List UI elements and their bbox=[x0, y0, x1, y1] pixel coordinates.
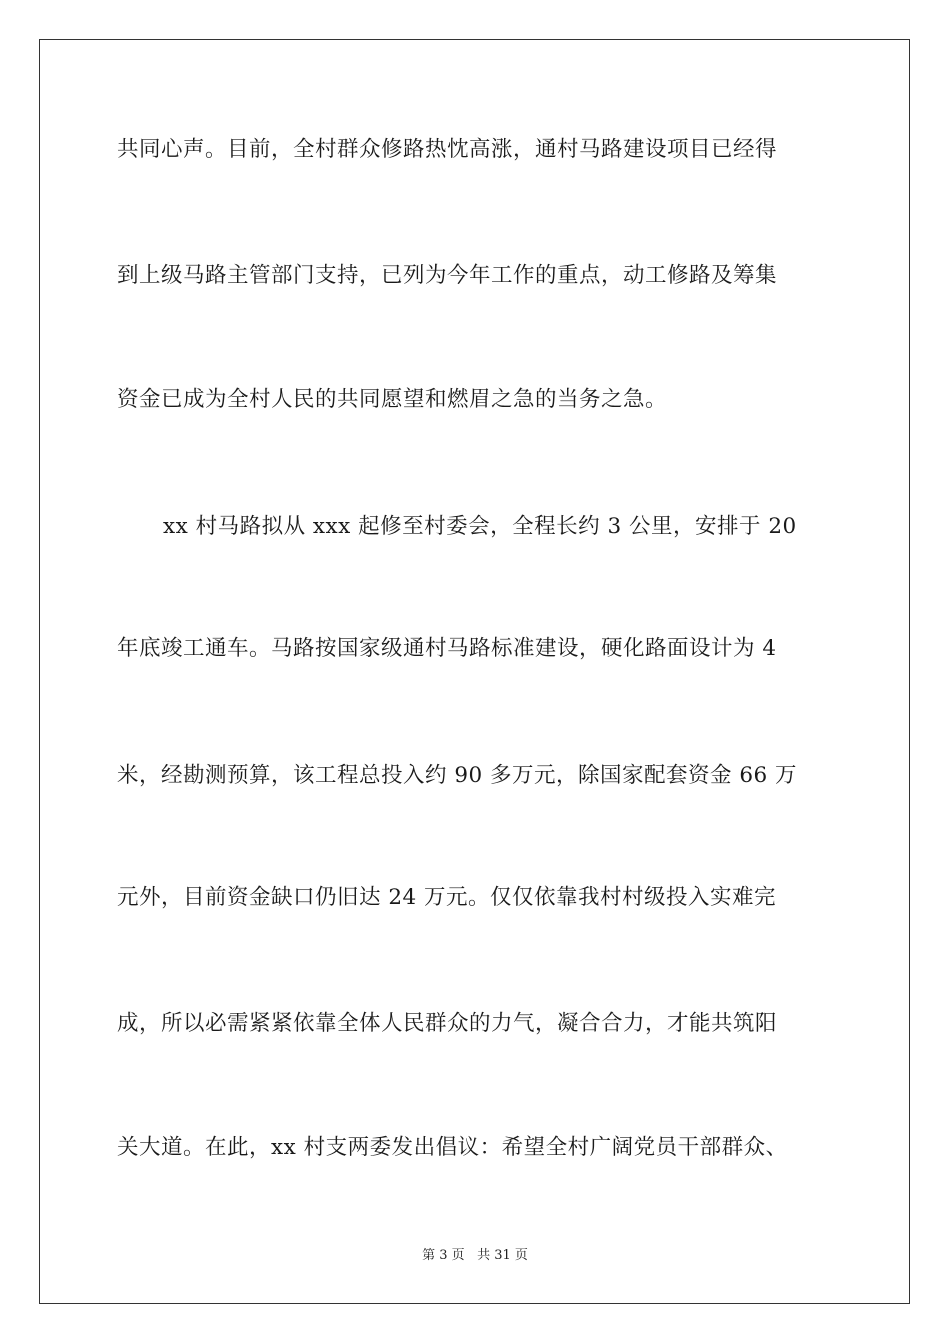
body-text-line: 关大道。在此，xx 村支两委发出倡议：希望全村广阔党员干部群众、 bbox=[117, 1135, 788, 1160]
body-text-line: 共同心声。目前，全村群众修路热忱高涨，通村马路建设项目已经得 bbox=[117, 137, 778, 162]
page-number: 第 3 页 bbox=[422, 1248, 465, 1263]
body-text-line: 成，所以必需紧紧依靠全体人民群众的力气，凝合合力，才能共筑阳 bbox=[117, 1011, 778, 1036]
page-total: 共 31 页 bbox=[477, 1248, 528, 1263]
page-border bbox=[39, 39, 910, 1304]
body-text-line: 米，经勘测预算，该工程总投入约 90 多万元，除国家配套资金 66 万 bbox=[117, 763, 798, 788]
body-text-line: 到上级马路主管部门支持，已列为今年工作的重点，动工修路及筹集 bbox=[117, 263, 778, 288]
body-text-line: 元外，目前资金缺口仍旧达 24 万元。仅仅依靠我村村级投入实难完 bbox=[117, 885, 777, 910]
body-text-line: 资金已成为全村人民的共同愿望和燃眉之急的当务之急。 bbox=[117, 387, 668, 412]
body-text-line: 年底竣工通车。马路按国家级通村马路标准建设，硬化路面设计为 4 bbox=[117, 636, 777, 661]
body-text-line-indented: xx 村马路拟从 xxx 起修至村委会，全程长约 3 公里，安排于 20 bbox=[163, 514, 797, 539]
page-footer bbox=[0, 1247, 950, 1265]
